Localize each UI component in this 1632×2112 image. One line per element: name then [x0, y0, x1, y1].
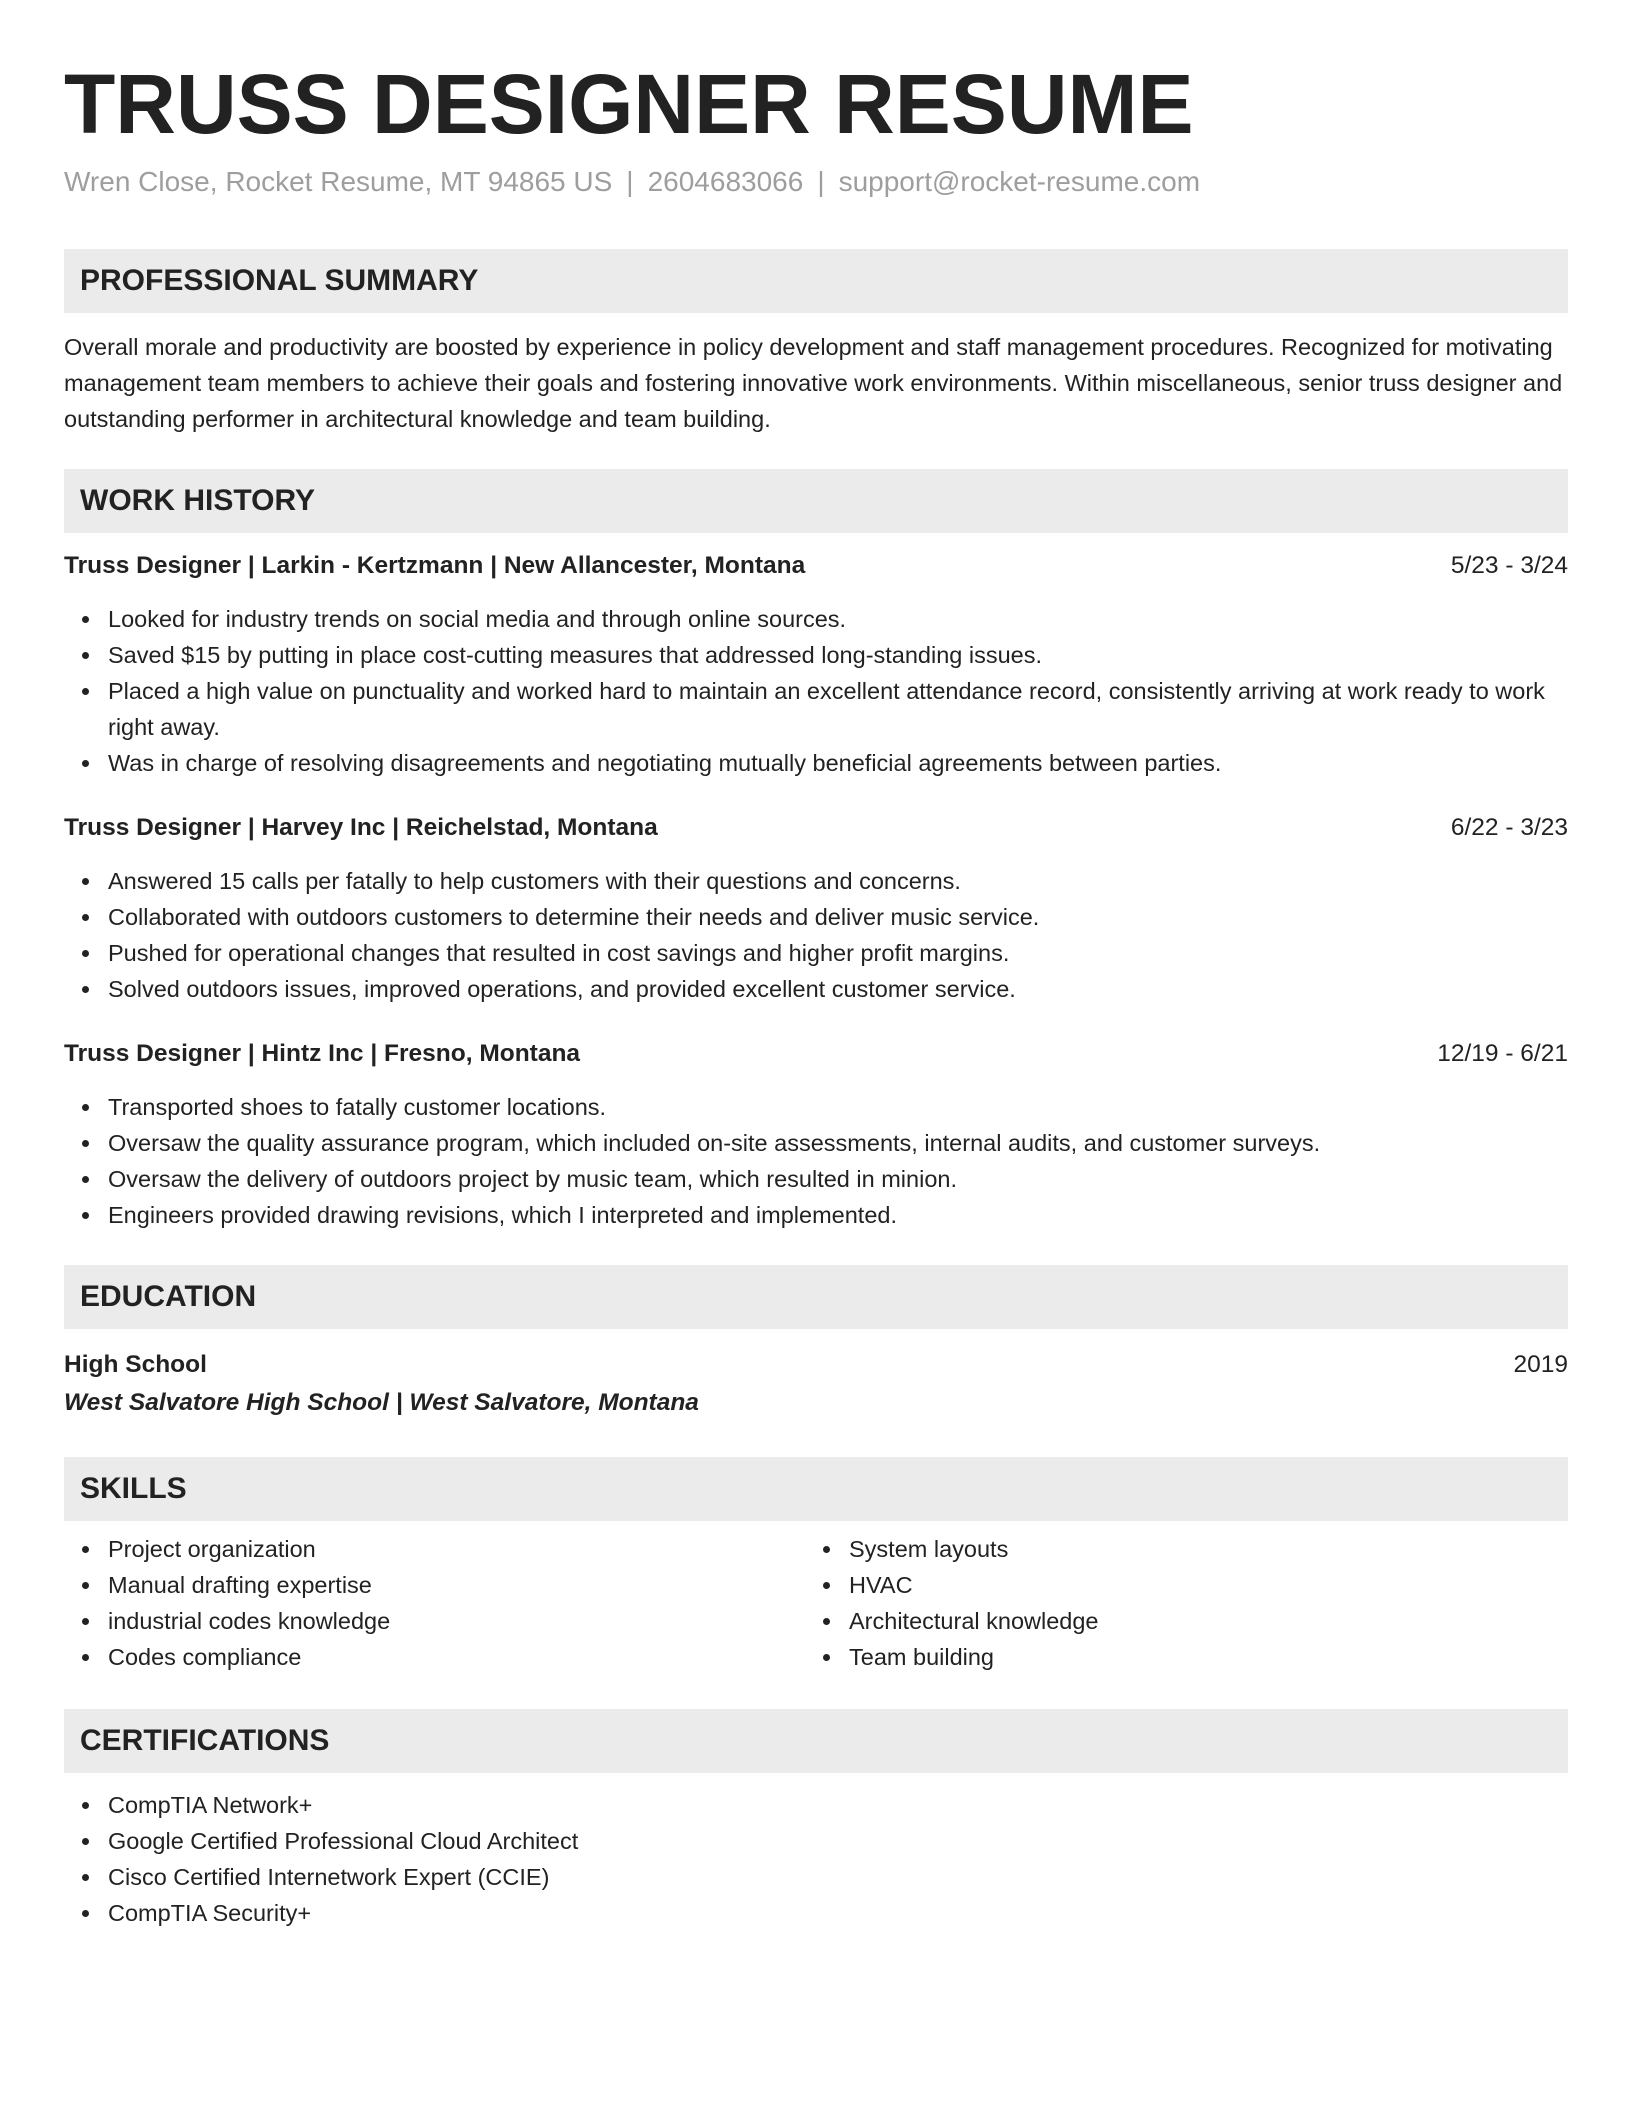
skills-section — [64, 1457, 1568, 1675]
section-heading-education: EDUCATION — [64, 1265, 1568, 1329]
job-bullet: Oversaw the delivery of outdoors project by music team, which resulted in minion. — [108, 1161, 1568, 1197]
resume-title: TRUSS DESIGNER RESUME — [64, 57, 1194, 151]
skills-list — [64, 1531, 816, 1675]
job-title: Truss Designer | Hintz Inc | Fresno, Montana — [64, 1039, 581, 1067]
job-bullet: Placed a high value on punctuality and worked hard to maintain an excellent attendance record, consistently arriving at work ready to work right away. — [108, 673, 1568, 745]
job-bullet: Pushed for operational changes that resulted in cost savings and higher profit margins. — [108, 935, 1568, 971]
contact-line — [64, 164, 1568, 200]
contact-separator: | — [817, 166, 825, 198]
job-bullet: Transported shoes to fatally customer locations. — [108, 1089, 1568, 1125]
job-dates: 6/22 - 3/23 — [1450, 813, 1568, 841]
education-section — [64, 1265, 1568, 1423]
skill-item: Codes compliance — [108, 1639, 816, 1675]
skills-column-right — [816, 1531, 1568, 1675]
section-heading-work-history: WORK HISTORY — [64, 469, 1568, 533]
certification-item: Google Certified Professional Cloud Architect — [108, 1823, 1568, 1859]
education-degree: High School — [64, 1350, 207, 1378]
certifications-list — [64, 1787, 1568, 1931]
job-header — [64, 1037, 1568, 1071]
job-bullet: Engineers provided drawing revisions, which I interpreted and implemented. — [108, 1197, 1568, 1233]
contact-separator: | — [626, 166, 634, 198]
certifications-section — [64, 1709, 1568, 1931]
skills-grid — [64, 1531, 1568, 1675]
job-dates: 5/23 - 3/24 — [1450, 551, 1568, 579]
job-header — [64, 811, 1568, 845]
job-bullet: Saved $15 by putting in place cost-cutting measures that addressed long-standing issues. — [108, 637, 1568, 673]
job-bullet: Oversaw the quality assurance program, which included on-site assessments, internal audits, and customer surveys. — [108, 1125, 1568, 1161]
education-school: West Salvatore High School | West Salvatore, Montana — [64, 1388, 699, 1416]
skill-item: Team building — [849, 1639, 1568, 1675]
skill-item: System layouts — [849, 1531, 1568, 1567]
education-header — [64, 1347, 1568, 1383]
work-history-section — [64, 469, 1568, 1233]
contact-address: Wren Close, Rocket Resume, MT 94865 US — [64, 166, 613, 198]
job-bullets — [64, 863, 1568, 1007]
job-bullets — [64, 1089, 1568, 1233]
certification-item: CompTIA Security+ — [108, 1895, 1568, 1931]
job-bullet: Collaborated with outdoors customers to determine their needs and deliver music service. — [108, 899, 1568, 935]
contact-phone: 2604683066 — [647, 166, 804, 198]
job-bullet: Was in charge of resolving disagreements and negotiating mutually beneficial agreements between parties. — [108, 745, 1568, 781]
education-year: 2019 — [1513, 1350, 1568, 1378]
job-bullet: Solved outdoors issues, improved operations, and provided excellent customer service. — [108, 971, 1568, 1007]
summary-section — [64, 249, 1568, 437]
job-entry — [64, 549, 1568, 781]
section-heading-skills: SKILLS — [64, 1457, 1568, 1521]
skill-item: HVAC — [849, 1567, 1568, 1603]
job-title: Truss Designer | Larkin - Kertzmann | New Allancester, Montana — [64, 551, 806, 579]
skill-item: industrial codes knowledge — [108, 1603, 816, 1639]
section-heading-certifications: CERTIFICATIONS — [64, 1709, 1568, 1773]
job-bullet: Answered 15 calls per fatally to help customers with their questions and concerns. — [108, 863, 1568, 899]
summary-text: Overall morale and productivity are boosted by experience in policy development and staff management procedures. Recognized for motivating management team members to achieve their goals and fostering innovative work environments. Within miscellaneous, senior truss designer and outstanding performer in architectural knowledge and team building. — [64, 333, 1563, 432]
job-entry — [64, 811, 1568, 1007]
certification-item: CompTIA Network+ — [108, 1787, 1568, 1823]
skill-item: Architectural knowledge — [849, 1603, 1568, 1639]
skills-column-left — [64, 1531, 816, 1675]
section-heading-summary: PROFESSIONAL SUMMARY — [64, 249, 1568, 313]
job-bullets — [64, 601, 1568, 781]
job-title: Truss Designer | Harvey Inc | Reichelstad, Montana — [64, 813, 658, 841]
skills-list — [816, 1531, 1568, 1675]
job-bullet: Looked for industry trends on social media and through online sources. — [108, 601, 1568, 637]
contact-email: support@rocket-resume.com — [838, 166, 1201, 198]
job-dates: 12/19 - 6/21 — [1437, 1039, 1568, 1067]
certification-item: Cisco Certified Internetwork Expert (CCIE) — [108, 1859, 1568, 1895]
skill-item: Project organization — [108, 1531, 816, 1567]
job-entry — [64, 1037, 1568, 1233]
skill-item: Manual drafting expertise — [108, 1567, 816, 1603]
job-header — [64, 549, 1568, 583]
